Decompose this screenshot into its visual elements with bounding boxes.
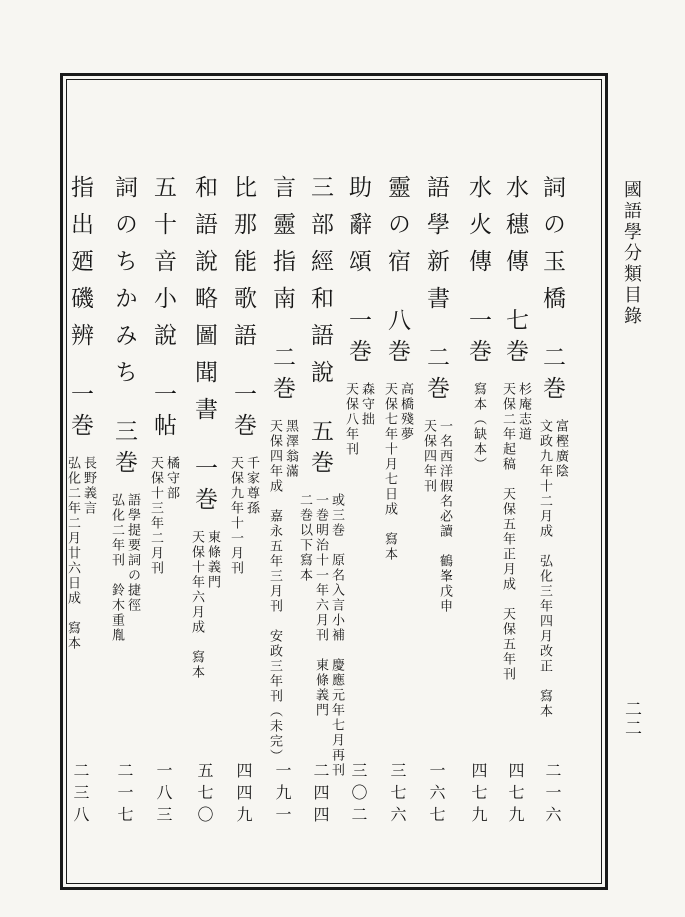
entry-page-number: 四七九 bbox=[506, 762, 525, 828]
entry-page-number: 二三八 bbox=[71, 762, 90, 828]
entry-volumes: 一巻 bbox=[345, 308, 371, 370]
entry-volumes: 八巻 bbox=[384, 308, 410, 370]
entry-title: 五十音小說 bbox=[150, 175, 176, 360]
entry-volumes: 二巻 bbox=[539, 345, 565, 407]
entry-volumes: 一巻 bbox=[191, 456, 217, 518]
entry-title: 助辭頌 bbox=[345, 175, 371, 286]
entry-title: 詞のちかみち bbox=[111, 175, 137, 397]
entry-volumes: 一巻 bbox=[67, 382, 93, 444]
entry-volumes: 三巻 bbox=[111, 419, 137, 481]
entry-note: 富樫廣陰 bbox=[553, 419, 568, 479]
entry-note: 文政九年十二月成 弘化三年四月改正 寫本 bbox=[537, 419, 552, 719]
entry-page-number: 二一六 bbox=[543, 762, 562, 828]
entry-title: 詞の玉橋 bbox=[539, 175, 565, 323]
entry-volumes: 一巻 bbox=[465, 308, 491, 370]
entry-page-number: 三〇二 bbox=[349, 762, 368, 828]
entry-note: 天保十三年二月刊 bbox=[148, 456, 163, 576]
entry-volumes: 二巻 bbox=[269, 345, 295, 407]
entry-note: 語學提要詞の捷徑 bbox=[125, 493, 140, 613]
entry-volumes: 一巻 bbox=[230, 382, 256, 444]
entry-page-number: 一九一 bbox=[273, 762, 292, 828]
entry-note: 弘化二年刊 鈴木重胤 bbox=[109, 493, 124, 643]
page-number: 二二 bbox=[621, 700, 641, 738]
entry-title: 水穗傳 bbox=[502, 175, 528, 286]
entry-note: 長野義言 bbox=[81, 456, 96, 516]
entry-volumes: 七巻 bbox=[502, 308, 528, 370]
entry-page-number: 四七九 bbox=[469, 762, 488, 828]
entry-note: 千家尊孫 bbox=[244, 456, 259, 516]
entry-note: 森守拙 bbox=[359, 382, 374, 427]
entry-title: 和語說略圖聞書 bbox=[191, 175, 217, 434]
entry-note: 寫本（缺本） bbox=[471, 382, 486, 472]
entry-title: 語學新書 bbox=[423, 175, 449, 323]
entry-title: 三部經和語說 bbox=[307, 175, 333, 397]
entry-page-number: 四四九 bbox=[234, 762, 253, 828]
entry-page-number: 五七〇 bbox=[195, 762, 214, 828]
entry-volumes: 一帖 bbox=[150, 382, 176, 444]
entry-note: 天保二年起稿 天保五年正月成 天保五年刊 bbox=[500, 382, 515, 682]
entry-note: 天保七年十月七日成 寫本 bbox=[382, 382, 397, 562]
entry-note: 天保九年十一月刊 bbox=[228, 456, 243, 576]
entry-note: 橘守部 bbox=[164, 456, 179, 501]
entry-title: 指出廼磯辨 bbox=[67, 175, 93, 360]
entry-note: 黑澤翁滿 bbox=[283, 419, 298, 479]
entry-title: 比那能歌語 bbox=[230, 175, 256, 360]
entry-volumes: 二巻 bbox=[423, 345, 449, 407]
entry-page-number: 一八三 bbox=[154, 762, 173, 828]
entry-note: 天保四年成 嘉永五年三月刊 安政三年刊（未完） bbox=[267, 419, 282, 764]
entry-note: 天保四年刊 bbox=[421, 419, 436, 494]
entry-note: 天保十年六月成 寫本 bbox=[189, 530, 204, 680]
entry-title: 靈の宿 bbox=[384, 175, 410, 286]
entry-volumes: 五巻 bbox=[307, 419, 333, 481]
entry-note: 弘化二年二月廿六日成 寫本 bbox=[65, 456, 80, 651]
entry-page-number: 三七六 bbox=[388, 762, 407, 828]
entry-note: 一巻明治十一年六月刊 東條義門 bbox=[313, 493, 328, 718]
running-head: 國語學分類目錄 bbox=[621, 180, 642, 327]
entry-title: 言靈指南 bbox=[269, 175, 295, 323]
entry-note: 高橋殘夢 bbox=[398, 382, 413, 442]
entry-note: 杉庵志道 bbox=[516, 382, 531, 442]
entry-note: 天保八年刊 bbox=[343, 382, 358, 457]
entry-title: 水火傳 bbox=[465, 175, 491, 286]
entry-note: 東條義門 bbox=[205, 530, 220, 590]
entry-note: 一名西洋假名必讀 鶴峯戊申 bbox=[437, 419, 452, 614]
entry-page-number: 二一七 bbox=[115, 762, 134, 828]
entry-note: 或三巻 原名入言小補 慶應元年七月再刊 bbox=[329, 493, 344, 778]
entry-page-number: 二四四 bbox=[311, 762, 330, 828]
entry-note: 二巻以下寫本 bbox=[297, 493, 312, 583]
entry-page-number: 一六七 bbox=[427, 762, 446, 828]
